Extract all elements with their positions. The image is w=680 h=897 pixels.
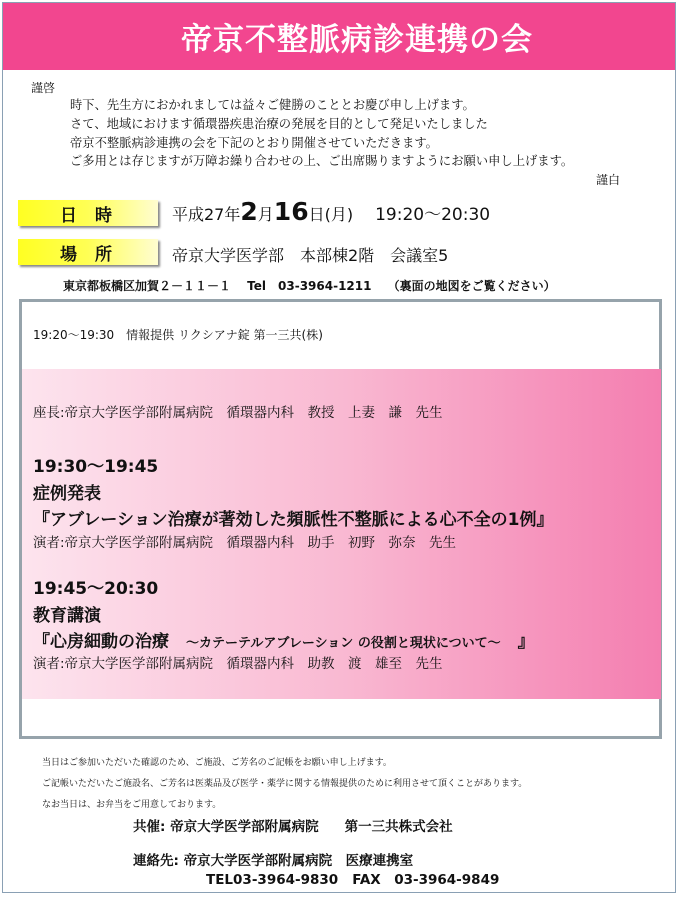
contact-org: 帝京大学医学部附属病院 医療連携室 xyxy=(183,853,414,869)
session-title xyxy=(33,627,535,652)
event-time: 19:20～20:30 xyxy=(375,205,491,225)
sponsor-org-1: 帝京大学医学部附属病院 xyxy=(170,819,319,835)
session-type: 症例発表 xyxy=(33,484,101,504)
session-title xyxy=(33,505,553,530)
contact-label: 連絡先: xyxy=(133,853,184,869)
title-banner xyxy=(3,3,675,70)
date-era: 平成27年 xyxy=(172,205,241,224)
session-time: 19:30～19:45 xyxy=(33,457,159,477)
contact-tel: TEL03-3964-9830 xyxy=(206,872,339,888)
date-day-unit: 日 xyxy=(308,205,325,224)
contact xyxy=(133,849,413,869)
greeting: 謹啓 xyxy=(31,81,56,95)
note-line: なお当日は、お弁当をご用意しております。 xyxy=(42,800,222,810)
page-title: 帝京不整脈病診連携の会 xyxy=(181,22,533,58)
body-line: さて、地域におけます循環器疾患治療の発展を目的として発足いたしました xyxy=(70,116,488,131)
info-provision: 19:20～19:30 情報提供 リクシアナ錠 第一三共(株) xyxy=(33,328,323,342)
date-month: 2 xyxy=(240,197,258,226)
session-speaker: 演者:帝京大学医学部附属病院 循環器内科 助手 初野 弥奈 先生 xyxy=(33,535,457,551)
closing: 謹白 xyxy=(595,173,620,187)
date-weekday: (月) xyxy=(324,205,354,224)
session-title-end: 』 xyxy=(500,632,535,652)
contact-fax: FAX 03-3964-9849 xyxy=(352,872,500,888)
date-month-unit: 月 xyxy=(257,205,274,224)
body-line: 時下、先生方におかれましては益々ご健勝のこととお慶び申し上げます。 xyxy=(70,98,475,112)
note-line: 当日はご参加いただいた確認のため、ご施設、ご芳名のご記帳をお願い申し上げます。 xyxy=(42,758,392,768)
place-label: 場所 xyxy=(18,239,158,265)
session-title-main: 『心房細動の治療 xyxy=(33,632,186,652)
session-type: 教育講演 xyxy=(33,606,101,626)
body-line: 帝京不整脈病診連携の会を下記のとおり開催させていただきます。 xyxy=(70,135,438,150)
address: 東京都板橋区加賀２－１１－１ Tel 03-3964-1211 （裏面の地図をご覧ください） xyxy=(63,279,556,293)
body-line: ご多用とは存じますが万障お繰り合わせの上、ご出席賜りますようにお願い申し上げます。 xyxy=(70,154,574,169)
contact-phone xyxy=(206,868,499,888)
date-label: 日時 xyxy=(18,200,158,226)
sponsor-label: 共催: xyxy=(133,819,171,835)
session-title-main: 『アブレーション治療が著効した頻脈性不整脈による心不全の1例』 xyxy=(33,510,554,530)
date-day: 16 xyxy=(273,197,309,226)
note-line: ご記帳いただいたご施設名、ご芳名は医薬品及び医学・薬学に関する情報提供のために利用させて頂くことがあります。 xyxy=(42,779,528,789)
sponsor-org-2: 第一三共株式会社 xyxy=(344,819,453,835)
session-time: 19:45～20:30 xyxy=(33,579,159,599)
chairperson: 座長:帝京大学医学部附属病院 循環器内科 教授 上妻 謙 先生 xyxy=(33,405,443,421)
session-title-sub: ～カテーテルアブレーション の役割と現状について～ xyxy=(186,636,501,651)
session-speaker: 演者:帝京大学医学部附属病院 循環器内科 助教 渡 雄至 先生 xyxy=(33,656,443,672)
notes xyxy=(42,753,527,816)
venue: 帝京大学医学部 本部棟2階 会議室5 xyxy=(172,246,449,265)
co-sponsor xyxy=(133,815,453,835)
invitation-body xyxy=(70,96,573,171)
event-date xyxy=(172,197,490,226)
